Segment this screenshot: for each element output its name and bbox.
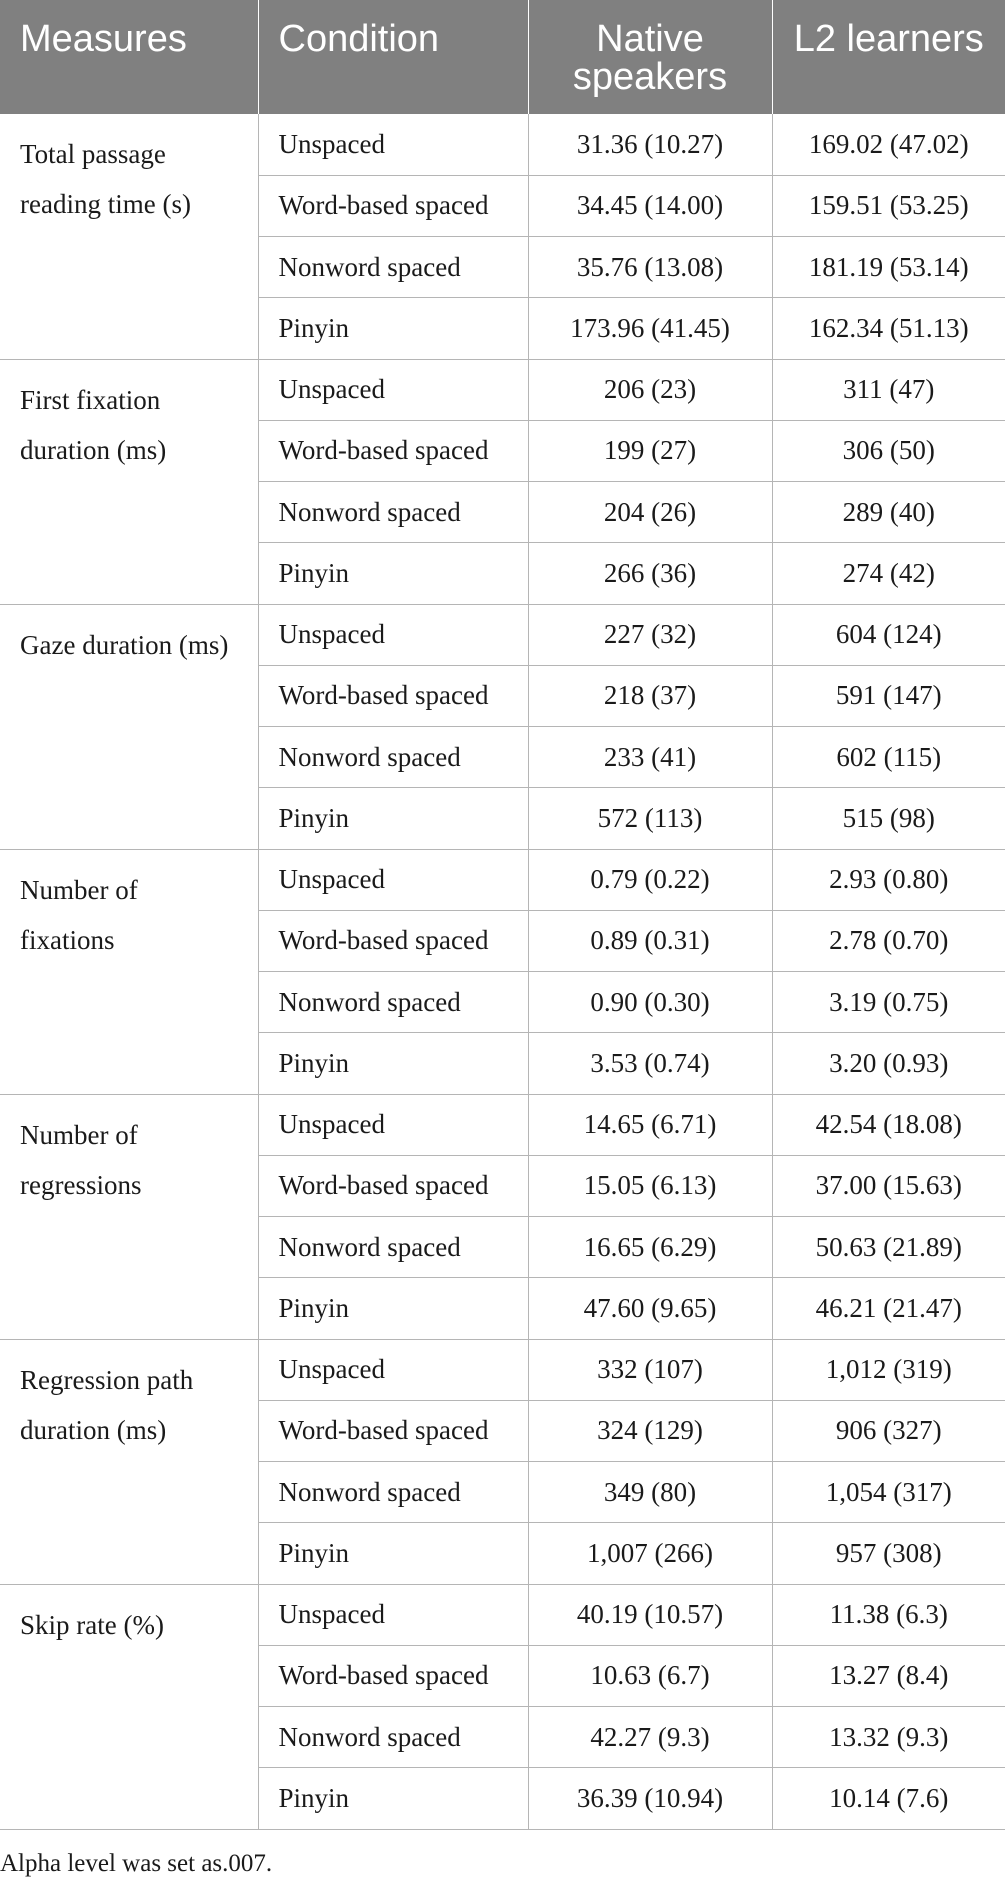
l2-learners-cell: 181.19 (53.14)	[772, 237, 1005, 298]
measure-cell: Skip rate (%)	[0, 1584, 258, 1829]
measure-cell: Gaze duration (ms)	[0, 604, 258, 849]
l2-learners-cell: 50.63 (21.89)	[772, 1217, 1005, 1278]
l2-learners-cell: 3.20 (0.93)	[772, 1033, 1005, 1094]
condition-cell: Pinyin	[258, 788, 528, 849]
condition-cell: Word-based spaced	[258, 1400, 528, 1461]
condition-cell: Nonword spaced	[258, 482, 528, 543]
native-speakers-cell: 266 (36)	[528, 543, 772, 604]
condition-cell: Pinyin	[258, 298, 528, 359]
measure-cell: Number of regressions	[0, 1094, 258, 1339]
l2-learners-cell: 515 (98)	[772, 788, 1005, 849]
header-l2-learners: L2 learners	[772, 0, 1005, 114]
table-row	[0, 114, 1005, 175]
native-speakers-cell: 35.76 (13.08)	[528, 237, 772, 298]
condition-cell: Nonword spaced	[258, 727, 528, 788]
condition-cell: Nonword spaced	[258, 1707, 528, 1768]
l2-learners-cell: 602 (115)	[772, 727, 1005, 788]
condition-cell: Word-based spaced	[258, 420, 528, 481]
l2-learners-cell: 10.14 (7.6)	[772, 1768, 1005, 1829]
condition-cell: Pinyin	[258, 1278, 528, 1339]
native-speakers-cell: 36.39 (10.94)	[528, 1768, 772, 1829]
native-speakers-cell: 233 (41)	[528, 727, 772, 788]
header-condition: Condition	[258, 0, 528, 114]
native-speakers-cell: 349 (80)	[528, 1462, 772, 1523]
condition-cell: Unspaced	[258, 604, 528, 665]
table-row	[0, 1584, 1005, 1645]
l2-learners-cell: 46.21 (21.47)	[772, 1278, 1005, 1339]
condition-cell: Nonword spaced	[258, 237, 528, 298]
condition-cell: Pinyin	[258, 1033, 528, 1094]
l2-learners-cell: 37.00 (15.63)	[772, 1155, 1005, 1216]
l2-learners-cell: 604 (124)	[772, 604, 1005, 665]
condition-cell: Unspaced	[258, 1339, 528, 1400]
l2-learners-cell: 2.93 (0.80)	[772, 849, 1005, 910]
header-measures: Measures	[0, 0, 258, 114]
condition-cell: Unspaced	[258, 1094, 528, 1155]
table-row	[0, 1094, 1005, 1155]
l2-learners-cell: 306 (50)	[772, 420, 1005, 481]
condition-cell: Pinyin	[258, 543, 528, 604]
native-speakers-cell: 332 (107)	[528, 1339, 772, 1400]
native-speakers-cell: 31.36 (10.27)	[528, 114, 772, 175]
l2-learners-cell: 162.34 (51.13)	[772, 298, 1005, 359]
table-row	[0, 1339, 1005, 1400]
native-speakers-cell: 1,007 (266)	[528, 1523, 772, 1584]
native-speakers-cell: 14.65 (6.71)	[528, 1094, 772, 1155]
l2-learners-cell: 1,012 (319)	[772, 1339, 1005, 1400]
condition-cell: Unspaced	[258, 1584, 528, 1645]
native-speakers-cell: 3.53 (0.74)	[528, 1033, 772, 1094]
native-speakers-cell: 206 (23)	[528, 359, 772, 420]
condition-cell: Word-based spaced	[258, 1155, 528, 1216]
condition-cell: Word-based spaced	[258, 1645, 528, 1706]
l2-learners-cell: 13.27 (8.4)	[772, 1645, 1005, 1706]
header-row	[0, 0, 1005, 114]
native-speakers-cell: 173.96 (41.45)	[528, 298, 772, 359]
l2-learners-cell: 169.02 (47.02)	[772, 114, 1005, 175]
condition-cell: Pinyin	[258, 1768, 528, 1829]
l2-learners-cell: 1,054 (317)	[772, 1462, 1005, 1523]
l2-learners-cell: 957 (308)	[772, 1523, 1005, 1584]
native-speakers-cell: 42.27 (9.3)	[528, 1707, 772, 1768]
condition-cell: Word-based spaced	[258, 665, 528, 726]
table-row	[0, 849, 1005, 910]
native-speakers-cell: 199 (27)	[528, 420, 772, 481]
l2-learners-cell: 311 (47)	[772, 359, 1005, 420]
native-speakers-cell: 0.79 (0.22)	[528, 849, 772, 910]
table-footnote: Alpha level was set as.007.	[0, 1850, 273, 1877]
native-speakers-cell: 10.63 (6.7)	[528, 1645, 772, 1706]
measure-cell: Total passage reading time (s)	[0, 114, 258, 359]
condition-cell: Unspaced	[258, 359, 528, 420]
native-speakers-cell: 572 (113)	[528, 788, 772, 849]
native-speakers-cell: 34.45 (14.00)	[528, 175, 772, 236]
native-speakers-cell: 47.60 (9.65)	[528, 1278, 772, 1339]
table-row	[0, 604, 1005, 665]
condition-cell: Nonword spaced	[258, 1462, 528, 1523]
l2-learners-cell: 159.51 (53.25)	[772, 175, 1005, 236]
table-row	[0, 359, 1005, 420]
condition-cell: Nonword spaced	[258, 972, 528, 1033]
header-native-speakers: Native speakers	[528, 0, 772, 114]
condition-cell: Word-based spaced	[258, 910, 528, 971]
native-speakers-cell: 218 (37)	[528, 665, 772, 726]
native-speakers-cell: 324 (129)	[528, 1400, 772, 1461]
l2-learners-cell: 3.19 (0.75)	[772, 972, 1005, 1033]
measure-cell: Regression path duration (ms)	[0, 1339, 258, 1584]
native-speakers-cell: 40.19 (10.57)	[528, 1584, 772, 1645]
native-speakers-cell: 227 (32)	[528, 604, 772, 665]
condition-cell: Pinyin	[258, 1523, 528, 1584]
native-speakers-cell: 16.65 (6.29)	[528, 1217, 772, 1278]
native-speakers-cell: 15.05 (6.13)	[528, 1155, 772, 1216]
measure-cell: First fixation duration (ms)	[0, 359, 258, 604]
l2-learners-cell: 13.32 (9.3)	[772, 1707, 1005, 1768]
l2-learners-cell: 289 (40)	[772, 482, 1005, 543]
l2-learners-cell: 591 (147)	[772, 665, 1005, 726]
l2-learners-cell: 11.38 (6.3)	[772, 1584, 1005, 1645]
l2-learners-cell: 274 (42)	[772, 543, 1005, 604]
native-speakers-cell: 0.89 (0.31)	[528, 910, 772, 971]
native-speakers-cell: 0.90 (0.30)	[528, 972, 772, 1033]
l2-learners-cell: 2.78 (0.70)	[772, 910, 1005, 971]
native-speakers-cell: 204 (26)	[528, 482, 772, 543]
condition-cell: Word-based spaced	[258, 175, 528, 236]
table-header	[0, 0, 1005, 114]
condition-cell: Unspaced	[258, 849, 528, 910]
measure-cell: Number of fixations	[0, 849, 258, 1094]
l2-learners-cell: 42.54 (18.08)	[772, 1094, 1005, 1155]
condition-cell: Nonword spaced	[258, 1217, 528, 1278]
l2-learners-cell: 906 (327)	[772, 1400, 1005, 1461]
condition-cell: Unspaced	[258, 114, 528, 175]
table-body	[0, 114, 1005, 1829]
